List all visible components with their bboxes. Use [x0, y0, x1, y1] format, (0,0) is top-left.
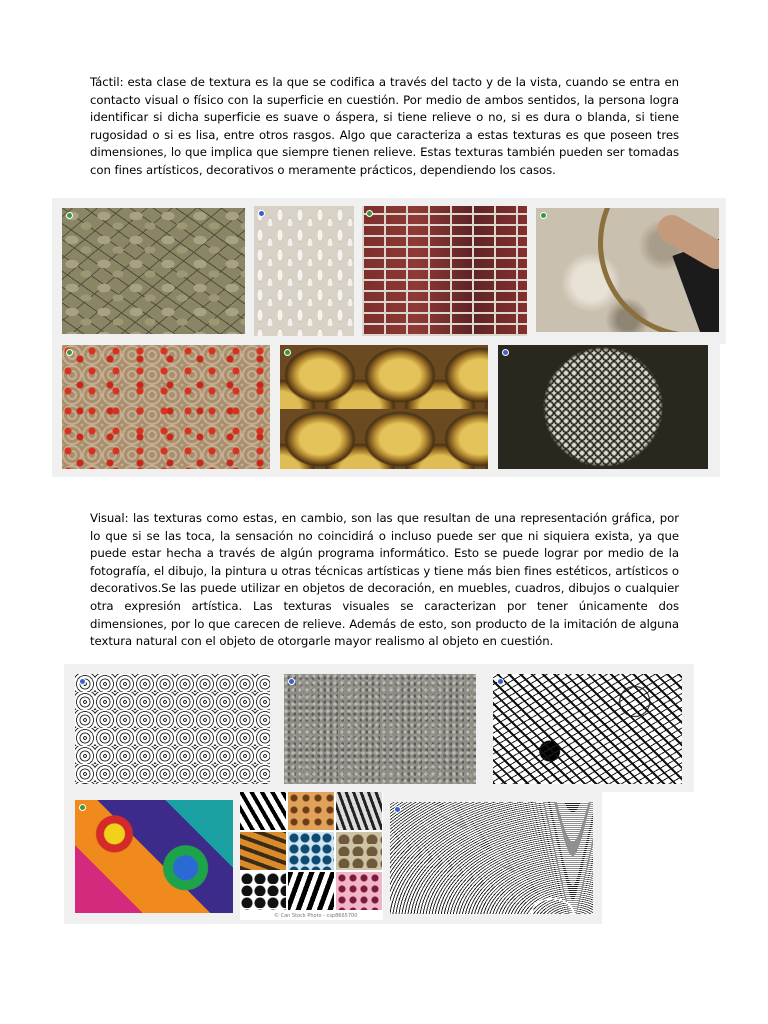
image-badge-icon [79, 804, 86, 811]
colorful-abstract-painting-image [75, 800, 233, 913]
doodle-circles-image [75, 674, 270, 784]
stone-wall-image [62, 208, 245, 334]
image-badge-icon [366, 210, 373, 217]
visual-paragraph [90, 510, 679, 651]
image-badge-icon [394, 806, 401, 813]
rock-with-hand-image [536, 208, 719, 332]
image-badge-icon [66, 349, 73, 356]
animal-print-grid-image [240, 792, 383, 920]
tactile-gallery-row-2 [52, 340, 720, 477]
image-badge-icon [66, 212, 73, 219]
image-badge-icon [284, 349, 291, 356]
image-badge-icon [79, 678, 86, 685]
image-caption: © Can Stock Photo - csp8665700 [274, 913, 358, 919]
image-badge-icon [288, 678, 295, 685]
visual-text: las texturas como estas, en cambio, son las que resultan de una representación gráfica, por lo que si se las toca, la sensación no coincidirá o incluso puede ser que ni siquiera exista, ya que puede estar hecha a través de algún programa informático. Esto se puede lograr por medio de la fotografía, el dibujo, la pintura u otras técnicas artísticas y tiene más bien fines estéticos, artísticos o decorativos.Se las puede utilizar en objetos de decoración, en muebles, cuadros, dibujos o cualquier otra expresión artística. Las texturas visuales se caracterizan por tener únicamente dos dimensiones, por lo que carecen de relieve. Además de esto, son producto de la imitación de alguna textura natural con el objeto de otorgarle mayor realismo al objeto en cuestión. [90, 511, 679, 649]
glass-marbles-image [498, 345, 708, 469]
visual-gallery-row-2 [64, 790, 602, 924]
tactile-text: esta clase de textura es la que se codifica a través del tacto y de la vista, cuando se entra en contacto visual o físico con la superficie en cuestión. Por medio de ambos sentidos, la persona logra identificar si dicha superficie es suave o áspera, si tiene relieve o no, si es dura o blanda, si tiene rugosidad o si es lisa, entre otros rasgos. Algo que caracteriza a estas texturas es que poseen tres dimensiones, lo que implica que siempre tienen relieve. Estas texturas también pueden ser tomadas con fines artísticos, decorativos o meramente prácticos, dependiendo los casos. [90, 75, 679, 177]
tactile-paragraph [90, 74, 679, 180]
visual-gallery-row-1 [64, 664, 694, 792]
tactile-label: Táctil: [90, 75, 124, 89]
visual-label: Visual: [90, 511, 129, 525]
red-brick-wall-image [362, 206, 527, 336]
tactile-gallery-row-1 [52, 198, 726, 344]
image-badge-icon [497, 678, 504, 685]
image-badge-icon [540, 212, 547, 219]
typographic-texture-image [390, 802, 593, 914]
tortoise-shell-image [280, 345, 488, 469]
zentangle-patchwork-image [493, 674, 682, 784]
image-badge-icon [502, 349, 509, 356]
ceramic-petals-image [254, 206, 354, 336]
red-berries-texture-image [62, 345, 270, 469]
image-badge-icon [258, 210, 265, 217]
gravel-pattern-image [284, 674, 476, 784]
